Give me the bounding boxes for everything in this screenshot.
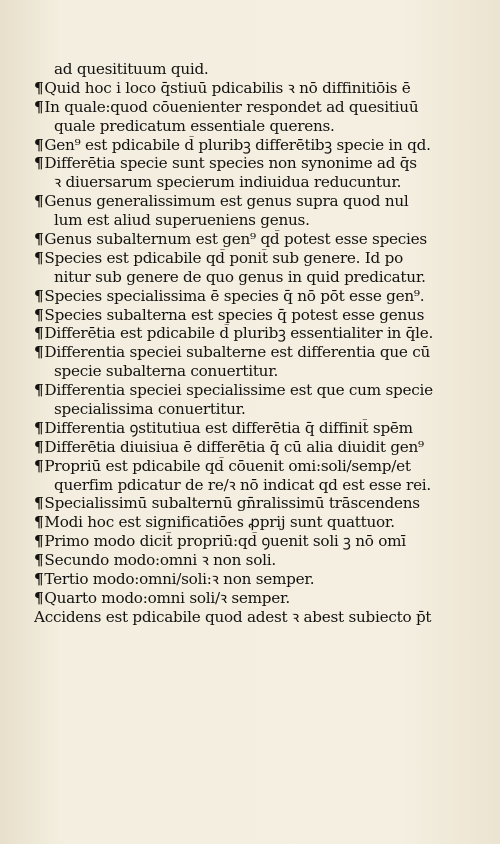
text-line bbox=[34, 494, 488, 513]
paragraph-mark-icon: ¶ bbox=[34, 343, 44, 362]
paragraph-mark-icon: ¶ bbox=[34, 324, 44, 343]
text-line bbox=[34, 381, 488, 400]
paragraph-mark-icon: ¶ bbox=[34, 305, 44, 324]
line-text: querfim pdicatur de re/ꝛ nō indicat qd est esse rei. bbox=[54, 475, 431, 494]
line-text: Differentia speciei specialissime est que cum specie bbox=[44, 381, 433, 400]
text-line bbox=[34, 457, 488, 476]
line-text: Species specialissima ē species q̄ nō pōt esse gen⁹. bbox=[44, 286, 425, 305]
text-line bbox=[34, 324, 488, 343]
paragraph-mark-icon: ¶ bbox=[34, 230, 44, 249]
text-line bbox=[34, 249, 488, 268]
paragraph-mark-icon: ¶ bbox=[34, 381, 44, 400]
line-text: Quid hoc i loco q̄stiuū pdicabilis ꝛ nō diffinitiōis ē bbox=[44, 78, 411, 97]
text-line bbox=[34, 438, 488, 457]
text-line bbox=[34, 98, 488, 117]
line-text: ꝛ diuersarum specierum indiuidua reducuntur. bbox=[54, 173, 402, 192]
text-line bbox=[34, 419, 488, 438]
paragraph-mark-icon: ¶ bbox=[34, 532, 44, 551]
paragraph-mark-icon: ¶ bbox=[34, 494, 44, 513]
text-line bbox=[34, 476, 488, 495]
text-line bbox=[34, 154, 488, 173]
line-text: lum est aliud superueniens genus. bbox=[54, 211, 310, 230]
line-text: Secundo modo:omni ꝛ non soli. bbox=[44, 551, 276, 570]
paragraph-mark-icon: ¶ bbox=[34, 192, 44, 211]
text-line bbox=[34, 400, 488, 419]
text-line bbox=[34, 192, 488, 211]
line-text: specialissima conuertitur. bbox=[54, 400, 246, 419]
text-line bbox=[34, 551, 488, 570]
paragraph-mark-icon: ¶ bbox=[34, 97, 44, 116]
paragraph-mark-icon: ¶ bbox=[34, 456, 44, 475]
paragraph-mark-icon: ¶ bbox=[34, 437, 44, 456]
text-line bbox=[34, 343, 488, 362]
paragraph-mark-icon: ¶ bbox=[34, 551, 44, 570]
paragraph-mark-icon: ¶ bbox=[34, 135, 44, 154]
line-text: specie subalterna conuertitur. bbox=[54, 362, 279, 381]
text-line bbox=[34, 362, 488, 381]
line-text: Propriū est pdicabile qd̄ cōuenit omi:soli/semp/et bbox=[44, 456, 411, 475]
line-text: Primo modo dicit̄ propriū:qd̄ ꝯuenit soli ꝫ nō omī bbox=[44, 532, 406, 551]
line-text: Differētia est pdicabile d̄ pluribꝫ essentialiter in q̄le. bbox=[44, 324, 434, 343]
line-text: Modi hoc est significatiōes ꝓprij sunt quattuor. bbox=[44, 513, 395, 532]
paragraph-mark-icon: ¶ bbox=[34, 570, 44, 589]
line-text: quale predicatum essentiale querens. bbox=[54, 116, 335, 135]
line-text: Differentia ꝯstitutiua est differētia q̄ diffinit̄ spēm bbox=[44, 418, 413, 437]
text-line bbox=[34, 287, 488, 306]
line-text: Accidens est pdicabile quod adest ꝛ abest subiecto p̄t bbox=[34, 607, 432, 626]
line-text: In quale:quod cōuenienter respondet ad quesitiuū bbox=[44, 97, 419, 116]
line-text: Differētia specie sunt species non synonime ad q̄s bbox=[44, 154, 417, 173]
text-line bbox=[34, 306, 488, 325]
line-text: Differētia diuisiua ē differētia q̄ cū alia diuidit gen⁹ bbox=[44, 437, 424, 456]
text-line bbox=[34, 230, 488, 249]
text-line bbox=[34, 268, 488, 287]
text-line bbox=[34, 532, 488, 551]
paragraph-mark-icon: ¶ bbox=[34, 248, 44, 267]
line-text: nitur sub genere de quo genus in quid predicatur. bbox=[54, 267, 426, 286]
line-text: ad quesitituum quid. bbox=[54, 60, 209, 78]
text-line bbox=[34, 589, 488, 608]
paragraph-mark-icon: ¶ bbox=[34, 78, 44, 97]
text-line bbox=[34, 570, 488, 589]
text-line bbox=[34, 173, 488, 192]
text-line bbox=[34, 117, 488, 136]
paragraph-mark-icon: ¶ bbox=[34, 154, 44, 173]
paragraph-mark-icon: ¶ bbox=[34, 418, 44, 437]
line-text: Tertio modo:omni/soli:ꝛ non semper. bbox=[44, 570, 315, 589]
paragraph-mark-icon: ¶ bbox=[34, 588, 44, 607]
text-line bbox=[34, 60, 488, 79]
printed-text-block bbox=[34, 60, 488, 627]
paragraph-mark-icon: ¶ bbox=[34, 513, 44, 532]
text-line bbox=[34, 136, 488, 155]
text-line bbox=[34, 513, 488, 532]
line-text: Species est pdicabile qd̄ ponit̄ sub genere. Id po bbox=[44, 248, 403, 267]
text-line bbox=[34, 608, 488, 627]
line-text: Species subalterna est species q̄ potest esse genus bbox=[44, 305, 425, 324]
line-text: Quarto modo:omni soli/ꝛ semper. bbox=[44, 588, 290, 607]
line-text: Specialissimū subalternū gn̄ralissimū trāscendens bbox=[44, 494, 420, 513]
line-text: Differentia speciei subalterne est differentia que cū bbox=[44, 343, 431, 362]
text-line bbox=[34, 211, 488, 230]
text-line bbox=[34, 79, 488, 98]
line-text: Genus subalternum est gen⁹ qd̄ potest esse species bbox=[44, 230, 427, 249]
paragraph-mark-icon: ¶ bbox=[34, 286, 44, 305]
line-text: Genus generalissimum est genus supra quod nul bbox=[44, 192, 409, 211]
line-text: Gen⁹ est pdicabile d̄ pluribꝫ differētibꝫ specie in qd. bbox=[44, 135, 431, 154]
